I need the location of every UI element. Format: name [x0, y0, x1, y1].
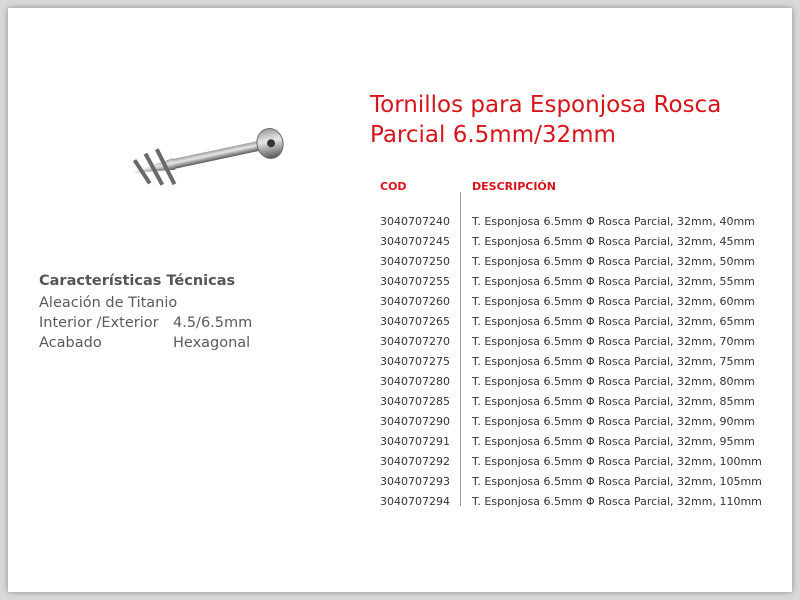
table-row	[372, 292, 792, 312]
product-description: T. Esponjosa 6.5mm Φ Rosca Parcial, 32mm, 60mm	[472, 295, 755, 308]
technical-specs	[39, 271, 299, 353]
product-code: 3040707294	[380, 495, 450, 508]
product-code: 3040707275	[380, 355, 450, 368]
product-description: T. Esponjosa 6.5mm Φ Rosca Parcial, 32mm, 55mm	[472, 275, 755, 288]
title-line-1: Tornillos para Esponjosa Rosca	[370, 92, 722, 118]
product-description: T. Esponjosa 6.5mm Φ Rosca Parcial, 32mm, 110mm	[472, 495, 762, 508]
product-code: 3040707250	[380, 255, 450, 268]
product-code: 3040707240	[380, 215, 450, 228]
product-code: 3040707291	[380, 435, 450, 448]
title-line-2: Parcial 6.5mm/32mm	[370, 122, 616, 148]
spec-label: Interior /Exterior	[39, 315, 159, 331]
table-row	[372, 432, 792, 452]
product-description: T. Esponjosa 6.5mm Φ Rosca Parcial, 32mm, 85mm	[472, 395, 755, 408]
table-header	[372, 180, 792, 204]
table-row	[372, 412, 792, 432]
table-row	[372, 352, 792, 372]
table-row	[372, 472, 792, 492]
spec-value: Hexagonal	[173, 335, 251, 351]
column-header-description: DESCRIPCIÓN	[472, 180, 556, 193]
product-code: 3040707293	[380, 475, 450, 488]
spec-value: 4.5/6.5mm	[173, 315, 253, 331]
table-row	[372, 312, 792, 332]
product-description: T. Esponjosa 6.5mm Φ Rosca Parcial, 32mm, 65mm	[472, 315, 755, 328]
product-description: T. Esponjosa 6.5mm Φ Rosca Parcial, 32mm, 90mm	[472, 415, 755, 428]
specs-heading: Características Técnicas	[39, 273, 236, 289]
column-header-code: COD	[380, 180, 407, 193]
product-description: T. Esponjosa 6.5mm Φ Rosca Parcial, 32mm, 95mm	[472, 435, 755, 448]
product-code: 3040707270	[380, 335, 450, 348]
table-row	[372, 332, 792, 352]
specs-material: Aleación de Titanio	[39, 295, 178, 311]
product-description: T. Esponjosa 6.5mm Φ Rosca Parcial, 32mm, 45mm	[472, 235, 755, 248]
spec-label: Acabado	[39, 335, 102, 351]
product-description: T. Esponjosa 6.5mm Φ Rosca Parcial, 32mm, 75mm	[472, 355, 755, 368]
product-table	[372, 180, 792, 508]
table-body	[372, 212, 792, 512]
product-description: T. Esponjosa 6.5mm Φ Rosca Parcial, 32mm, 100mm	[472, 455, 762, 468]
product-code: 3040707280	[380, 375, 450, 388]
product-code: 3040707260	[380, 295, 450, 308]
table-row	[372, 232, 792, 252]
table-row	[372, 272, 792, 292]
product-code: 3040707285	[380, 395, 450, 408]
product-code: 3040707245	[380, 235, 450, 248]
product-description: T. Esponjosa 6.5mm Φ Rosca Parcial, 32mm, 105mm	[472, 475, 762, 488]
product-code: 3040707292	[380, 455, 450, 468]
product-description: T. Esponjosa 6.5mm Φ Rosca Parcial, 32mm, 50mm	[472, 255, 755, 268]
cancellous-screw-icon	[112, 120, 292, 200]
table-row	[372, 492, 792, 512]
table-row	[372, 372, 792, 392]
spec-row	[39, 333, 299, 353]
spec-row	[39, 313, 299, 333]
table-row	[372, 452, 792, 472]
product-code: 3040707265	[380, 315, 450, 328]
product-description: T. Esponjosa 6.5mm Φ Rosca Parcial, 32mm, 40mm	[472, 215, 755, 228]
product-description: T. Esponjosa 6.5mm Φ Rosca Parcial, 32mm, 80mm	[472, 375, 755, 388]
catalog-page	[8, 8, 792, 592]
page-title	[370, 90, 770, 150]
table-row	[372, 252, 792, 272]
table-row	[372, 212, 792, 232]
product-description: T. Esponjosa 6.5mm Φ Rosca Parcial, 32mm, 70mm	[472, 335, 755, 348]
product-code: 3040707255	[380, 275, 450, 288]
product-code: 3040707290	[380, 415, 450, 428]
table-row	[372, 392, 792, 412]
